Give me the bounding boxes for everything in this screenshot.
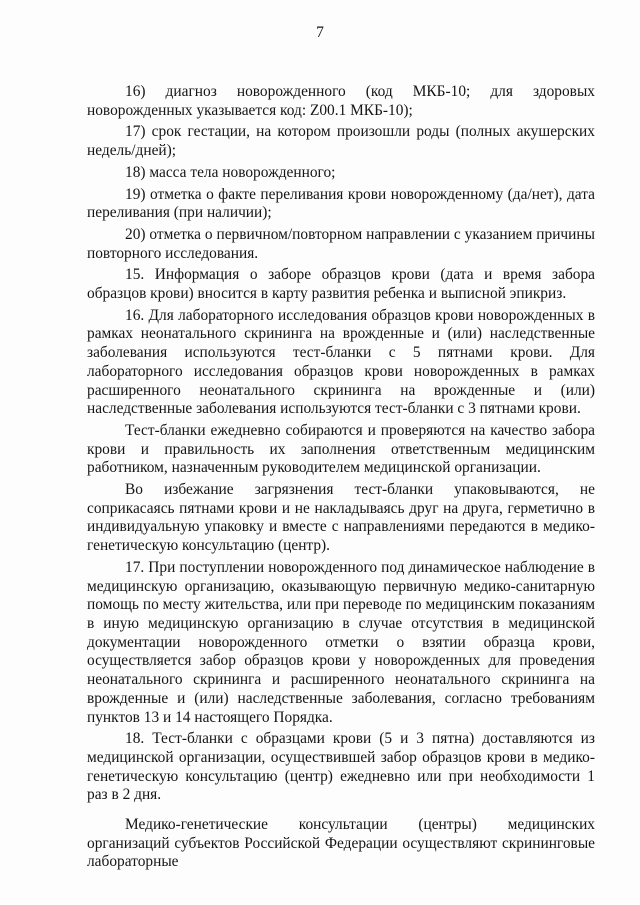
paragraph-genetic-consultations: Медико-генетические консультации (центры) медицинских организаций субъектов Российской Федерации осуществляют скрининговые лабораторные bbox=[87, 816, 595, 871]
page-number: 7 bbox=[316, 24, 324, 41]
paragraph-section-16: 16. Для лабораторного исследования образцов крови новорожденных в рамках неонатального скрининга на врожденные и (или) наследственные заболевания используются тест-бланки с 5 пятнами крови. Для лабораторного исследования образцов крови новорожденных в рамках расширенного неонатального скрининга на врожденные и (или) наследственные заболевания используются тест-бланки с 3 пятнами крови. bbox=[87, 306, 595, 418]
paragraph-item-19: 19) отметка о факте переливания крови новорожденному (да/нет), дата переливания (при наличии); bbox=[87, 185, 595, 222]
paragraph-section-17: 17. При поступлении новорожденного под динамическое наблюдение в медицинскую организацию, оказывающую первичную медико-санитарную помощь по месту жительства, или при переводе по медицинским показаниям в иную медицинскую организацию в случае отсутствия в медицинской документации новорожденного отметки о взятии образца крови, осуществляется забор образцов крови у новорожденных для проведения неонатального скрининга и расширенного неонатального скрининга на врожденные и (или) наследственные заболевания, согласно требованиям пунктов 13 и 14 настоящего Порядка. bbox=[87, 558, 595, 726]
paragraph-item-17: 17) срок гестации, на котором произошли роды (полных акушерских недель/дней); bbox=[87, 123, 595, 160]
paragraph-section-15: 15. Информация о заборе образцов крови (дата и время забора образцов крови) вносится в карту развития ребенка и выписной эпикриз. bbox=[87, 266, 595, 303]
document-body bbox=[87, 83, 595, 872]
paragraph-item-18: 18) масса тела новорожденного; bbox=[125, 163, 336, 181]
paragraph-item-20: 20) отметка о первичном/повторном направлении с указанием причины повторного исследования. bbox=[87, 225, 595, 262]
paragraph-section-18: 18. Тест-бланки с образцами крови (5 и 3 пятна) доставляются из медицинской организации, осуществившей забор образцов крови в медико-генетическую консультацию (центр) ежедневно или при необходимости 1 раз в 2 дня. bbox=[87, 730, 595, 804]
paragraph-contamination-prevention: Во избежание загрязнения тест-бланки упаковываются, не соприкасаясь пятнами крови и не накладываясь друг на друга, герметично в индивидуальную упаковку и вместе с направлениями передаются в медико-генетическую консультацию (центр). bbox=[87, 481, 595, 555]
paragraph-test-blanks-collection: Тест-бланки ежедневно собираются и проверяются на качество забора крови и правильность их заполнения ответственным медицинским работником, назначенным руководителем медицинской организации. bbox=[87, 421, 595, 477]
paragraph-item-16: 16) диагноз новорожденного (код МКБ-10; для здоровых новорожденных указывается код: Z00.1 МКБ-10); bbox=[87, 83, 595, 119]
